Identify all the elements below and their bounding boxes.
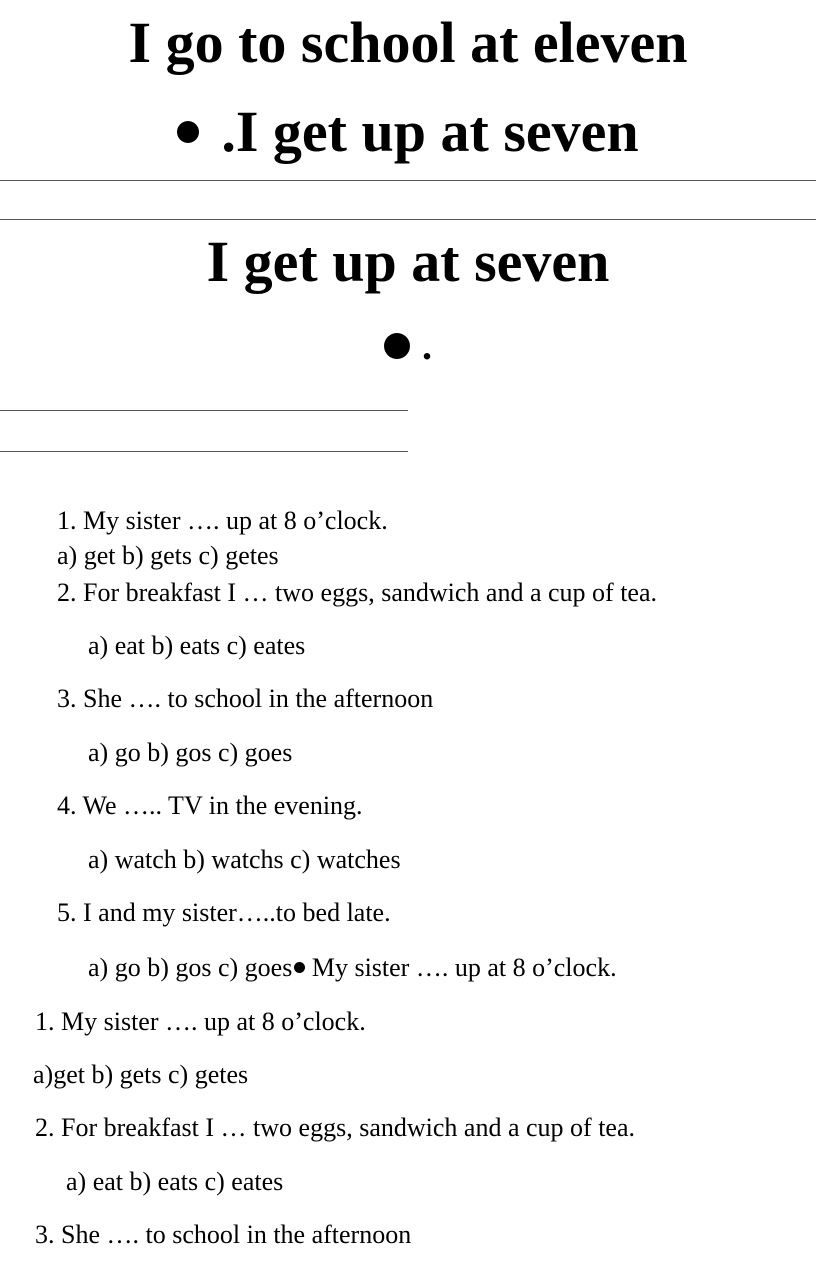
title-text: I go to school at eleven	[128, 10, 688, 75]
repeat-bullet-line	[0, 323, 816, 368]
question-4: 4. We ….. TV in the evening.	[57, 791, 363, 820]
subtitle-line	[0, 99, 816, 164]
divider	[0, 219, 816, 220]
question-1-options: a) get b) gets c) getes	[57, 541, 279, 570]
page-title	[0, 10, 816, 75]
question-1: 1. My sister …. up at 8 o’clock.	[57, 506, 388, 535]
question-3-options: a) go b) gos c) goes	[88, 738, 293, 767]
question-5-options: a) go b) gos c) goes	[88, 953, 293, 982]
divider	[0, 410, 408, 411]
question-2: 2. For breakfast I … two eggs, sandwich and a cup of tea.	[57, 578, 657, 607]
question-3-repeat: 3. She …. to school in the afternoon	[35, 1220, 412, 1249]
question-5: 5. I and my sister…..to bed late.	[57, 898, 391, 927]
bullet-icon	[384, 333, 410, 359]
divider	[0, 180, 816, 181]
question-1-repeat: 1. My sister …. up at 8 o’clock.	[35, 1007, 366, 1036]
question-2-repeat: 2. For breakfast I … two eggs, sandwich and a cup of tea.	[35, 1113, 635, 1142]
question-1-repeat-options: a)get b) gets c) getes	[33, 1060, 249, 1089]
divider	[0, 451, 408, 452]
question-2-repeat-options: a) eat b) eats c) eates	[66, 1167, 284, 1196]
question-2-options: a) eat b) eats c) eates	[88, 631, 306, 660]
question-3: 3. She …. to school in the afternoon	[57, 684, 434, 713]
question-4-options: a) watch b) watchs c) watches	[88, 845, 401, 874]
bullet-icon	[177, 121, 199, 143]
bullet-icon	[294, 962, 305, 973]
question-5-options-line	[88, 955, 617, 981]
subtitle-text: .I get up at seven	[221, 99, 639, 164]
repeat-heading-text: I get up at seven	[206, 229, 610, 294]
repeat-dot: .	[422, 323, 432, 368]
question-5-tail: My sister …. up at 8 o’clock.	[305, 953, 617, 982]
repeat-heading	[0, 229, 816, 294]
